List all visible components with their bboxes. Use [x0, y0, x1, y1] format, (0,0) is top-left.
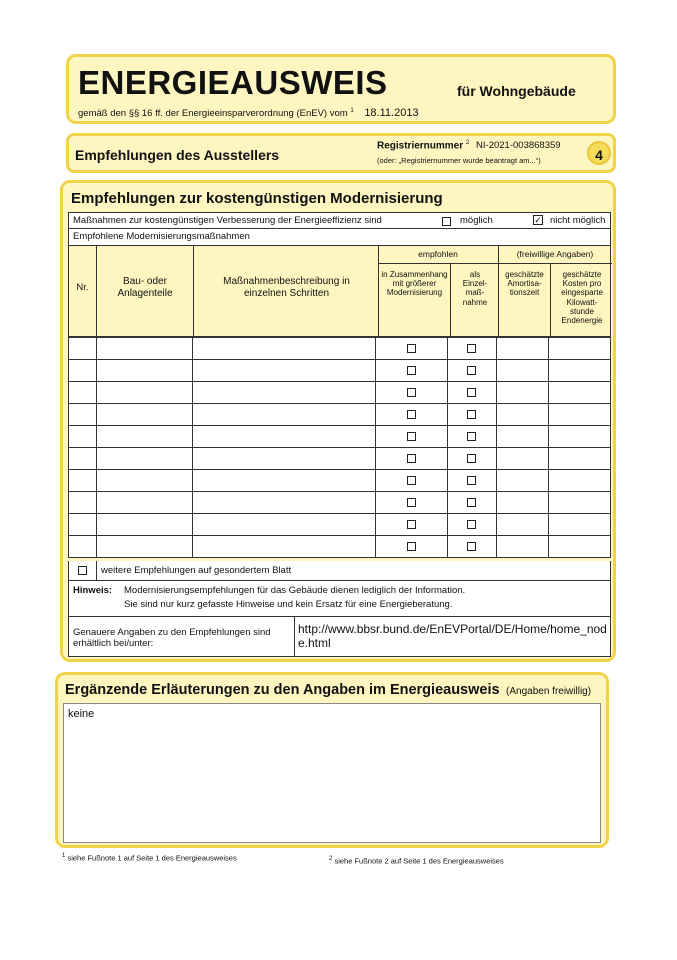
in-context-checkbox[interactable]	[407, 344, 416, 353]
cell-components[interactable]	[96, 470, 193, 492]
section-bar	[66, 133, 616, 173]
in-context-checkbox[interactable]	[407, 476, 416, 485]
erlaeuterungen-textarea[interactable]	[63, 703, 601, 843]
cell-description[interactable]	[193, 382, 376, 404]
cell-components[interactable]	[96, 338, 193, 360]
cell-components[interactable]	[96, 448, 193, 470]
footnote-1	[62, 853, 237, 863]
cell-nr[interactable]	[69, 514, 97, 536]
cell-amortization[interactable]	[496, 492, 548, 514]
cell-in-context	[376, 382, 448, 404]
in-context-checkbox[interactable]	[407, 542, 416, 551]
footnote-2-mark: 2	[329, 856, 333, 862]
note-line-1: Modernisierungsempfehlungen für das Gebäude dienen lediglich der Information.	[124, 585, 466, 596]
legal-footnote-mark: 1	[350, 107, 354, 114]
cell-amortization[interactable]	[496, 470, 548, 492]
further-checkbox[interactable]	[78, 565, 87, 576]
cell-description[interactable]	[193, 470, 376, 492]
cell-nr[interactable]	[69, 382, 97, 404]
in-context-checkbox[interactable]	[407, 520, 416, 529]
in-context-checkbox[interactable]	[407, 366, 416, 375]
cell-description[interactable]	[193, 536, 376, 558]
table-row	[69, 514, 611, 536]
erlaeuterungen-header	[65, 681, 591, 699]
cell-single	[448, 536, 496, 558]
not-possible-checkbox[interactable]: ✓	[534, 215, 542, 226]
in-context-checkbox[interactable]	[407, 498, 416, 507]
col-in-context: in Zusammenhang mit größerer Modernisierung	[381, 270, 448, 298]
single-checkbox[interactable]	[467, 498, 476, 507]
page-number: 4	[595, 147, 603, 163]
table-row	[69, 360, 611, 382]
table-row	[69, 448, 611, 470]
cell-single	[448, 448, 496, 470]
cell-cost[interactable]	[548, 492, 610, 514]
erlaeuterungen-panel	[55, 672, 609, 848]
cell-cost[interactable]	[548, 536, 610, 558]
table-row	[69, 536, 611, 558]
cell-components[interactable]	[96, 426, 193, 448]
note-label: Hinweis:	[73, 585, 113, 596]
col-cost-per-kwh: geschätzte Kosten pro eingesparte Kilowatt-stunde Endenergie	[561, 270, 603, 325]
cell-cost[interactable]	[548, 360, 610, 382]
cell-in-context	[376, 360, 448, 382]
footnote-2-text: siehe Fußnote 2 auf Seite 1 des Energieausweises	[334, 856, 504, 866]
cell-amortization[interactable]	[496, 536, 548, 558]
cell-in-context	[376, 536, 448, 558]
details-label: Genauere Angaben zu den Empfehlungen sind erhältlich bei/unter:	[73, 627, 271, 650]
cell-components[interactable]	[96, 360, 193, 382]
cell-in-context	[376, 404, 448, 426]
cell-single	[448, 514, 496, 536]
cell-components[interactable]	[96, 514, 193, 536]
in-context-checkbox[interactable]	[407, 388, 416, 397]
table-row	[69, 382, 611, 404]
recommended-label-row	[68, 229, 611, 246]
document-subtitle: für Wohngebäude	[457, 83, 576, 99]
registration-label	[377, 140, 561, 151]
col-description: Maßnahmenbeschreibung in einzelnen Schritten	[223, 276, 350, 299]
cell-single	[448, 382, 496, 404]
cell-amortization[interactable]	[496, 448, 548, 470]
cell-single	[448, 360, 496, 382]
cell-description[interactable]	[193, 492, 376, 514]
cell-nr[interactable]	[69, 360, 97, 382]
table-row	[69, 426, 611, 448]
possible-checkbox[interactable]	[442, 216, 451, 227]
cell-nr[interactable]	[69, 536, 97, 558]
registration-note: (oder: „Registriernummer wurde beantragt am...“)	[377, 156, 541, 165]
measures-table	[68, 337, 611, 558]
single-checkbox[interactable]	[467, 454, 476, 463]
cell-description[interactable]	[193, 448, 376, 470]
table-row	[69, 404, 611, 426]
cell-nr[interactable]	[69, 338, 97, 360]
single-checkbox[interactable]	[467, 366, 476, 375]
in-context-checkbox[interactable]	[407, 432, 416, 441]
page-number-badge	[587, 141, 611, 165]
erlaeuterungen-heading: Ergänzende Erläuterungen zu den Angaben im Energieausweis	[65, 682, 500, 698]
cell-in-context	[376, 448, 448, 470]
cell-cost[interactable]	[548, 426, 610, 448]
footnote-2	[329, 856, 504, 866]
cell-amortization[interactable]	[496, 404, 548, 426]
col-amortization: geschätzte Amortisa-tionszeit	[505, 270, 544, 298]
cell-cost[interactable]	[548, 514, 610, 536]
cell-nr[interactable]	[69, 492, 97, 514]
legal-line	[78, 107, 419, 119]
legal-text: gemäß den §§ 16 ff. der Energieeinsparverordnung (EnEV) vom	[78, 108, 348, 119]
cell-amortization[interactable]	[496, 338, 548, 360]
single-checkbox[interactable]	[467, 388, 476, 397]
table-row	[69, 338, 611, 360]
single-checkbox[interactable]	[467, 476, 476, 485]
erlaeuterungen-content: keine	[68, 708, 95, 720]
cell-description[interactable]	[193, 514, 376, 536]
cell-amortization[interactable]	[496, 360, 548, 382]
further-label: weitere Empfehlungen auf gesondertem Blatt	[101, 565, 292, 576]
cell-nr[interactable]	[69, 426, 97, 448]
cell-nr[interactable]	[69, 448, 97, 470]
registration-number: NI-2021-003868359	[476, 140, 561, 152]
in-context-checkbox[interactable]	[407, 454, 416, 463]
cell-description[interactable]	[193, 404, 376, 426]
cell-description[interactable]	[193, 426, 376, 448]
footnote-1-mark: 1	[62, 853, 66, 859]
cell-description[interactable]	[193, 338, 376, 360]
cell-cost[interactable]	[548, 382, 610, 404]
cell-cost[interactable]	[548, 470, 610, 492]
note-box	[68, 581, 611, 617]
table-row	[69, 492, 611, 514]
cell-cost[interactable]	[548, 404, 610, 426]
cell-in-context	[376, 470, 448, 492]
measures-row	[68, 212, 611, 229]
cell-description[interactable]	[193, 360, 376, 382]
note-line-2: Sie sind nur kurz gefasste Hinweise und kein Ersatz für eine Energieberatung.	[124, 599, 453, 610]
cell-single	[448, 338, 496, 360]
not-possible-label: nicht möglich	[550, 215, 606, 226]
erlaeuterungen-note: (Angaben freiwillig)	[506, 686, 592, 697]
footnote-1-text: siehe Fußnote 1 auf Seite 1 des Energieausweises	[67, 853, 237, 863]
in-context-checkbox[interactable]	[407, 410, 416, 419]
cell-components[interactable]	[96, 536, 193, 558]
table-row	[69, 470, 611, 492]
cell-single	[448, 492, 496, 514]
registration-title: Registriernummer	[377, 140, 464, 152]
col-recommended-group: empfohlen	[418, 249, 458, 259]
cell-components[interactable]	[96, 382, 193, 404]
single-checkbox[interactable]	[467, 520, 476, 529]
cell-in-context	[376, 514, 448, 536]
cell-single	[448, 470, 496, 492]
details-box	[68, 617, 611, 657]
modernisierung-panel	[60, 180, 616, 662]
cell-single	[448, 426, 496, 448]
document-title: ENERGIEAUSWEIS	[78, 64, 388, 101]
registration-footnote-mark: 2	[465, 140, 470, 146]
cell-nr[interactable]	[69, 470, 97, 492]
cell-components[interactable]	[96, 404, 193, 426]
table-header	[68, 246, 611, 337]
cell-components[interactable]	[96, 492, 193, 514]
col-components: Bau- oder Anlagenteile	[117, 276, 173, 299]
col-single: als Einzel-maß-nahme	[462, 270, 488, 307]
recommended-label: Empfohlene Modernisierungsmaßnahmen	[73, 231, 250, 242]
section-title: Empfehlungen des Ausstellers	[75, 147, 280, 163]
measures-text: Maßnahmen zur kostengünstigen Verbesserung der Energieeffizienz sind	[73, 215, 382, 226]
legal-date: 18.11.2013	[364, 107, 419, 119]
header-box	[66, 54, 616, 124]
cell-nr[interactable]	[69, 404, 97, 426]
single-checkbox[interactable]	[467, 432, 476, 441]
cell-amortization[interactable]	[496, 514, 548, 536]
cell-in-context	[376, 492, 448, 514]
col-optional-group: (freiwillige Angaben)	[516, 249, 594, 259]
cell-cost[interactable]	[548, 448, 610, 470]
cell-amortization[interactable]	[496, 426, 548, 448]
cell-in-context	[376, 426, 448, 448]
cell-single	[448, 404, 496, 426]
cell-amortization[interactable]	[496, 382, 548, 404]
cell-cost[interactable]	[548, 338, 610, 360]
possible-label: möglich	[460, 215, 493, 226]
cell-in-context	[376, 338, 448, 360]
single-checkbox[interactable]	[467, 542, 476, 551]
single-checkbox[interactable]	[467, 410, 476, 419]
single-checkbox[interactable]	[467, 344, 476, 353]
details-url[interactable]: http://www.bbsr.bund.de/EnEVPortal/DE/Home/home_node.html	[298, 622, 607, 651]
further-row	[68, 561, 611, 581]
modernisierung-heading: Empfehlungen zur kostengünstigen Modernisierung	[71, 190, 443, 207]
col-nr: Nr.	[76, 282, 89, 293]
